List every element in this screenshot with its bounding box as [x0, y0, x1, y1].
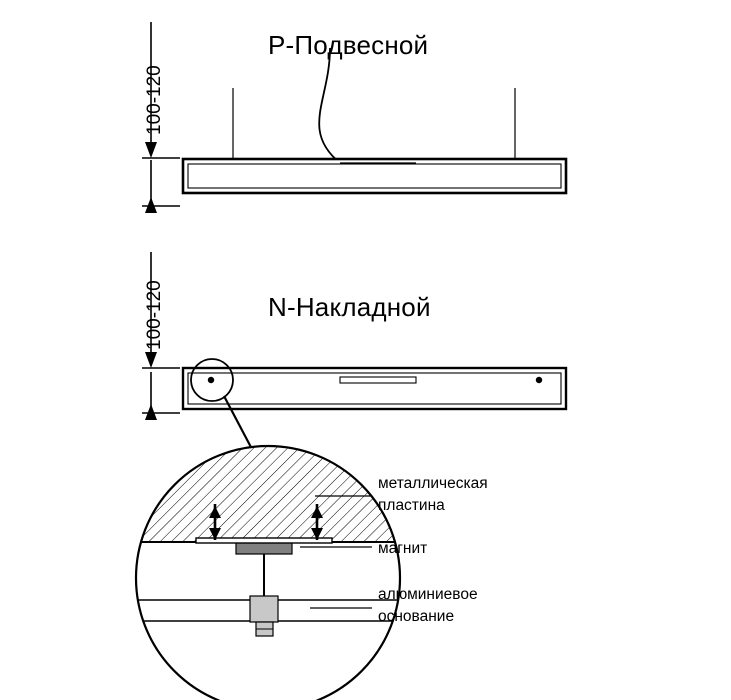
dimension-label-bottom: 100-120 — [144, 280, 165, 350]
luminaire-diffuser-top — [188, 164, 561, 188]
magnet-block — [236, 542, 292, 554]
title-suspended: P-Подвесной — [268, 30, 429, 60]
dimension-label-top: 100-120 — [144, 65, 165, 135]
detail-view-group — [136, 446, 400, 700]
callout-aluminium-base-line2: основание — [378, 608, 455, 625]
title-surface-mounted: N-Накладной — [268, 292, 431, 322]
callout-metal-plate-line2: пластина — [378, 497, 445, 514]
magnet-mark-left — [208, 377, 214, 383]
bottom-view-group — [142, 252, 566, 470]
callout-magnet: магнит — [378, 540, 428, 557]
callout-aluminium-base-line1: алюминиевое — [378, 586, 478, 603]
callout-metal-plate-line1: металлическая — [378, 475, 488, 492]
magnet-mounting-plate — [196, 538, 332, 543]
magnet-mark-right — [536, 377, 542, 383]
magnet-mark-center — [340, 377, 416, 383]
metal-plate-hatch — [136, 446, 400, 542]
leader-line-top — [319, 48, 340, 163]
base-fixing-block — [250, 596, 278, 622]
